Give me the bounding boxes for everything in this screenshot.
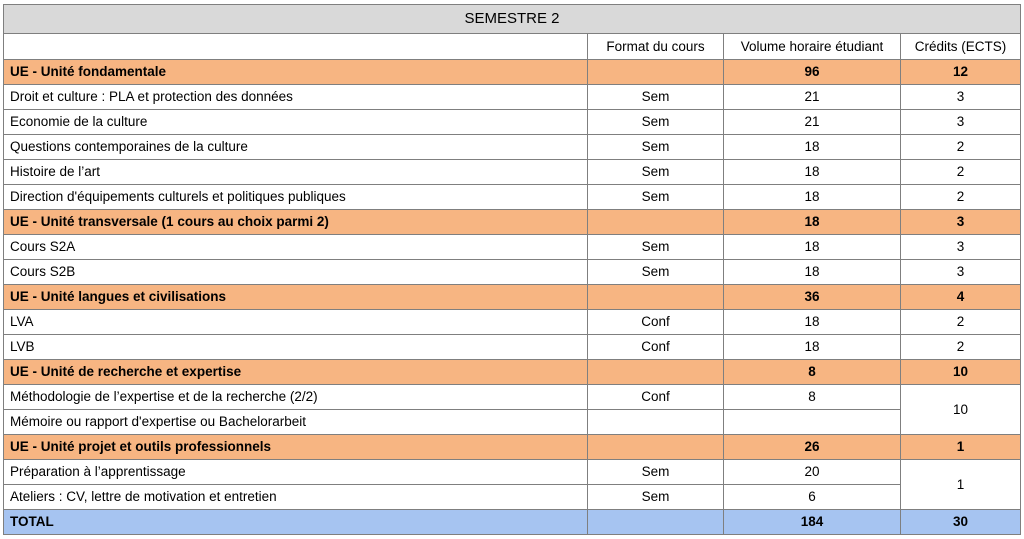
header-volume: Volume horaire étudiant xyxy=(724,34,901,60)
ue-format xyxy=(588,210,724,235)
course-format: Sem xyxy=(588,110,724,135)
course-volume: 21 xyxy=(724,110,901,135)
course-credits: 2 xyxy=(901,185,1021,210)
ue-row xyxy=(4,285,1021,310)
course-format: Sem xyxy=(588,85,724,110)
semester-table xyxy=(3,4,1021,535)
ue-volume: 96 xyxy=(724,60,901,85)
total-format xyxy=(588,510,724,535)
course-row xyxy=(4,160,1021,185)
ue-label: UE - Unité langues et civilisations xyxy=(4,285,588,310)
course-credits: 3 xyxy=(901,110,1021,135)
course-volume: 18 xyxy=(724,235,901,260)
course-name: Questions contemporaines de la culture xyxy=(4,135,588,160)
course-row xyxy=(4,460,1021,485)
course-volume: 18 xyxy=(724,160,901,185)
ue-volume: 18 xyxy=(724,210,901,235)
course-row xyxy=(4,310,1021,335)
course-format: Conf xyxy=(588,310,724,335)
course-name: LVA xyxy=(4,310,588,335)
ue-format xyxy=(588,435,724,460)
ue-format xyxy=(588,360,724,385)
ue-row xyxy=(4,60,1021,85)
course-volume: 18 xyxy=(724,335,901,360)
course-row xyxy=(4,485,1021,510)
course-row xyxy=(4,260,1021,285)
ue-label: UE - Unité de recherche et expertise xyxy=(4,360,588,385)
ue-volume: 8 xyxy=(724,360,901,385)
semester-title: SEMESTRE 2 xyxy=(4,5,1021,34)
ue-format xyxy=(588,60,724,85)
course-credits: 3 xyxy=(901,260,1021,285)
course-volume: 18 xyxy=(724,185,901,210)
course-name: Direction d'équipements culturels et politiques publiques xyxy=(4,185,588,210)
course-volume: 18 xyxy=(724,310,901,335)
ue-credits: 4 xyxy=(901,285,1021,310)
ue-label: UE - Unité transversale (1 cours au choix parmi 2) xyxy=(4,210,588,235)
course-name: Mémoire ou rapport d'expertise ou Bachelorarbeit xyxy=(4,410,588,435)
course-credits: 2 xyxy=(901,310,1021,335)
ue-volume: 36 xyxy=(724,285,901,310)
ue-volume: 26 xyxy=(724,435,901,460)
course-credits-merged: 10 xyxy=(901,385,1021,435)
course-name: Ateliers : CV, lettre de motivation et entretien xyxy=(4,485,588,510)
total-credits: 30 xyxy=(901,510,1021,535)
course-credits: 2 xyxy=(901,160,1021,185)
ue-row xyxy=(4,360,1021,385)
course-volume: 21 xyxy=(724,85,901,110)
course-credits-merged: 1 xyxy=(901,460,1021,510)
ue-credits: 3 xyxy=(901,210,1021,235)
header-format: Format du cours xyxy=(588,34,724,60)
course-volume: 6 xyxy=(724,485,901,510)
course-volume: 20 xyxy=(724,460,901,485)
course-name: Economie de la culture xyxy=(4,110,588,135)
course-name: Méthodologie de l’expertise et de la recherche (2/2) xyxy=(4,385,588,410)
header-course xyxy=(4,34,588,60)
ue-credits: 12 xyxy=(901,60,1021,85)
course-credits: 3 xyxy=(901,235,1021,260)
ue-label: UE - Unité fondamentale xyxy=(4,60,588,85)
header-credits: Crédits (ECTS) xyxy=(901,34,1021,60)
course-name: Cours S2A xyxy=(4,235,588,260)
course-credits: 3 xyxy=(901,85,1021,110)
course-row xyxy=(4,385,1021,410)
course-format: Sem xyxy=(588,460,724,485)
ue-credits: 10 xyxy=(901,360,1021,385)
course-volume: 18 xyxy=(724,135,901,160)
course-name: Droit et culture : PLA et protection des données xyxy=(4,85,588,110)
course-name: LVB xyxy=(4,335,588,360)
course-credits: 2 xyxy=(901,135,1021,160)
ue-row xyxy=(4,435,1021,460)
course-name: Histoire de l’art xyxy=(4,160,588,185)
course-name: Cours S2B xyxy=(4,260,588,285)
ue-credits: 1 xyxy=(901,435,1021,460)
course-volume: 8 xyxy=(724,385,901,410)
course-name: Préparation à l’apprentissage xyxy=(4,460,588,485)
course-volume: 18 xyxy=(724,260,901,285)
ue-row xyxy=(4,210,1021,235)
course-format: Sem xyxy=(588,485,724,510)
course-row xyxy=(4,410,1021,435)
course-format: Sem xyxy=(588,185,724,210)
course-format: Sem xyxy=(588,235,724,260)
total-label: TOTAL xyxy=(4,510,588,535)
total-volume: 184 xyxy=(724,510,901,535)
course-row xyxy=(4,135,1021,160)
course-format xyxy=(588,410,724,435)
course-format: Sem xyxy=(588,260,724,285)
title-row xyxy=(4,5,1021,34)
course-row xyxy=(4,235,1021,260)
course-format: Sem xyxy=(588,160,724,185)
course-row xyxy=(4,110,1021,135)
course-format: Conf xyxy=(588,335,724,360)
course-volume xyxy=(724,410,901,435)
total-row xyxy=(4,510,1021,535)
table-body xyxy=(4,5,1021,535)
semester-table-container xyxy=(3,4,1021,535)
header-row xyxy=(4,34,1021,60)
course-row xyxy=(4,335,1021,360)
course-credits: 2 xyxy=(901,335,1021,360)
course-row xyxy=(4,185,1021,210)
ue-label: UE - Unité projet et outils professionnels xyxy=(4,435,588,460)
course-format: Conf xyxy=(588,385,724,410)
course-format: Sem xyxy=(588,135,724,160)
course-row xyxy=(4,85,1021,110)
ue-format xyxy=(588,285,724,310)
